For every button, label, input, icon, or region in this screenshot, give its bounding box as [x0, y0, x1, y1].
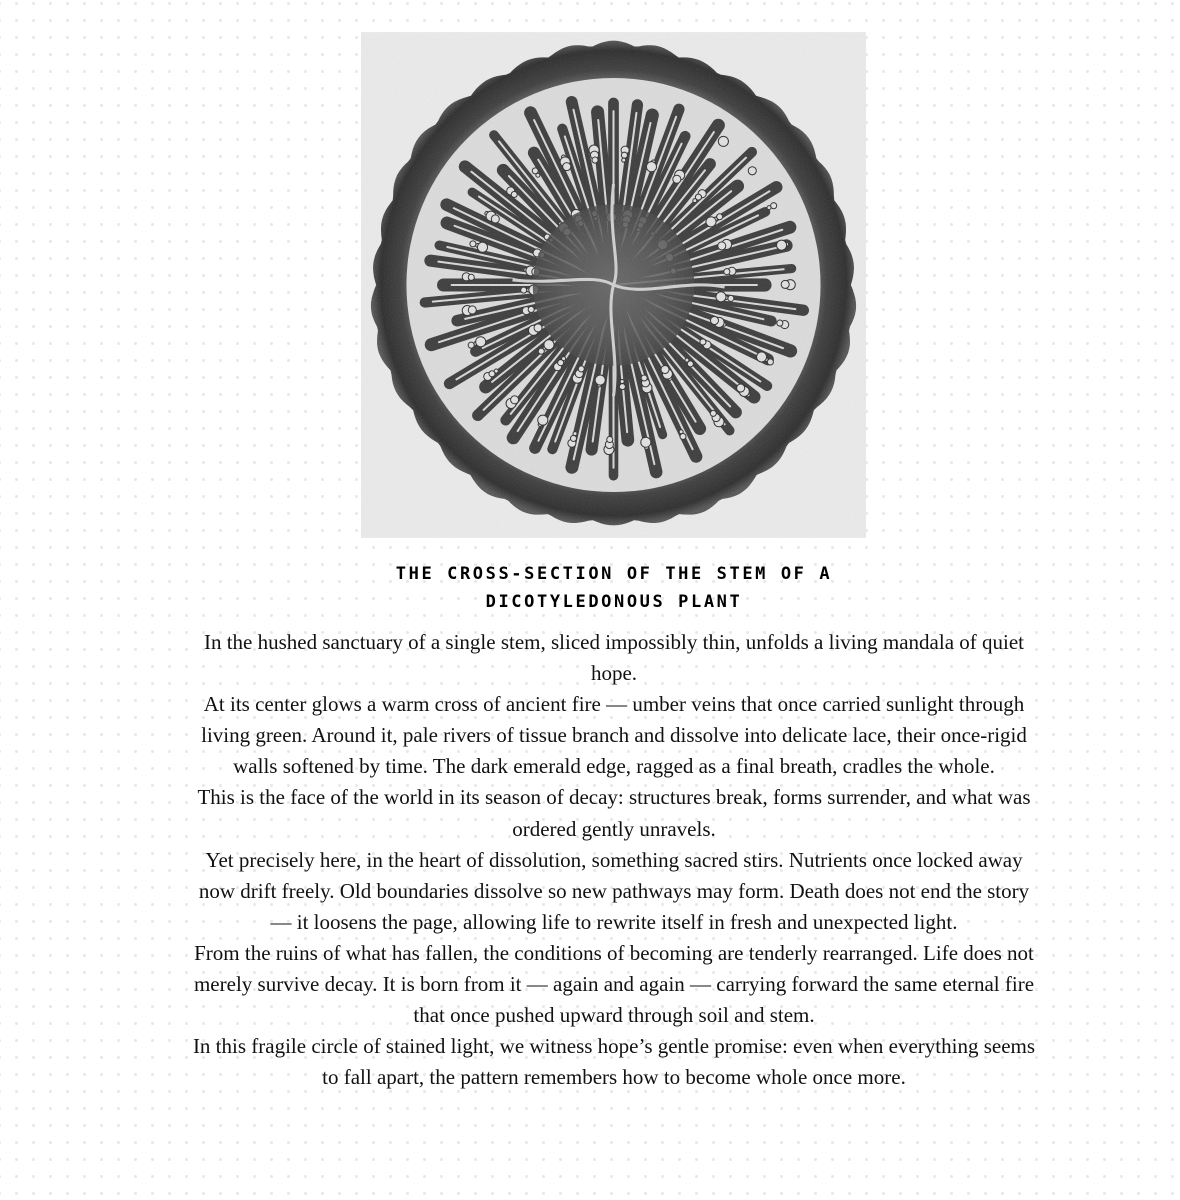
paragraph: At its center glows a warm cross of ancient fire — umber veins that once carried sunlight through living green. Around it, pale rivers of tissue branch and dissolve into delicate lace, their once-rigid walls softened by time. The dark emerald edge, ragged as a final breath, cradles the whole. — [201, 692, 1027, 779]
grain-overlay — [361, 33, 866, 538]
paragraph: From the ruins of what has fallen, the conditions of becoming are tenderly rearranged. Life does not merely survive decay. It is born from it — again and again — carrying forward the same eternal fire that once pushed upward through soil and stem. — [193, 940, 1035, 1028]
figure-caption: THE CROSS-SECTION OF THE STEM OF A DICOTYLEDONOUS PLANT — [395, 564, 833, 612]
stem-cross-section-image — [361, 32, 866, 538]
paragraph: Yet precisely here, in the heart of dissolution, something sacred stirs. Nutrients once locked away now drift freely. Old boundaries dissolve so new pathways may form. Death does not end the story — it loosens the page, allowing life to rewrite itself in fresh and unexpected light. — [198, 847, 1030, 934]
stem-cross-section-illustration — [361, 32, 866, 538]
paragraph: In the hushed sanctuary of a single stem, sliced impossibly thin, unfolds a living mandala of quiet hope. — [203, 630, 1024, 686]
paragraph: This is the face of the world in its season of decay: structures break, forms surrender, and what was ordered gently unravels. — [197, 785, 1031, 841]
paragraph: In this fragile circle of stained light, we witness hope’s gentle promise: even when everything seems to fall apart, the pattern remembers how to become whole once more. — [192, 1034, 1036, 1090]
poem-body — [188, 627, 1040, 1093]
